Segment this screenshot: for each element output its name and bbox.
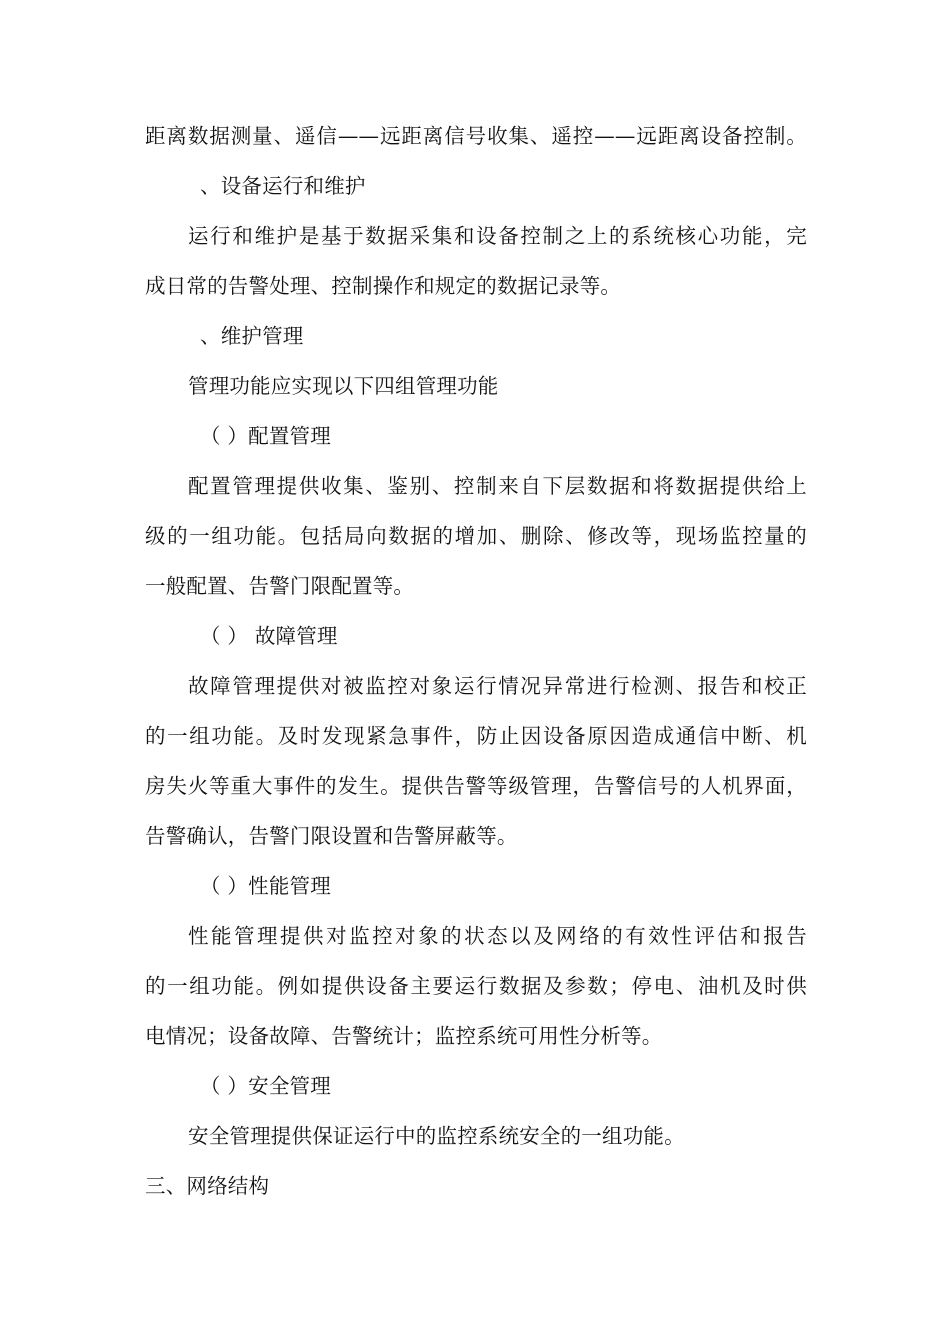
paragraph-line: 成日常的告警处理、控制操作和规定的数据记录等。 [145, 274, 622, 298]
section-heading: 、设备运行和维护 [200, 174, 366, 198]
paragraph-line: 告警确认，告警门限设置和告警屏蔽等。 [145, 824, 518, 848]
paragraph-line: 性能管理提供对监控对象的状态以及网络的有效性评估和报告 [188, 924, 807, 948]
chapter-heading: 三、网络结构 [145, 1174, 270, 1198]
subsection-heading: （ ）性能管理 [200, 874, 331, 898]
paragraph-line: 故障管理提供对被监控对象运行情况异常进行检测、报告和校正 [188, 674, 807, 698]
section-heading: 、维护管理 [200, 324, 304, 348]
subsection-heading: （ ）配置管理 [200, 424, 331, 448]
paragraph-line: 的一组功能。及时发现紧急事件，防止因设备原因造成通信中断、机 [145, 724, 807, 748]
paragraph-line: 的一组功能。例如提供设备主要运行数据及参数；停电、油机及时供 [145, 974, 807, 998]
paragraph-line: 距离数据测量、遥信——远距离信号收集、遥控——远距离设备控制。 [145, 124, 807, 148]
subsection-heading: （ ）安全管理 [200, 1074, 331, 1098]
paragraph-line: 级的一组功能。包括局向数据的增加、删除、修改等，现场监控量的 [145, 524, 807, 548]
subsection-heading: （ ） 故障管理 [200, 624, 338, 648]
paragraph-line: 管理功能应实现以下四组管理功能 [188, 374, 499, 398]
paragraph-line: 配置管理提供收集、鉴别、控制来自下层数据和将数据提供给上 [188, 474, 807, 498]
paragraph-line: 运行和维护是基于数据采集和设备控制之上的系统核心功能，完 [188, 224, 807, 248]
paragraph-line: 房失火等重大事件的发生。提供告警等级管理，告警信号的人机界面， [145, 774, 807, 798]
paragraph-line: 一般配置、告警门限配置等。 [145, 574, 415, 598]
paragraph-line: 安全管理提供保证运行中的监控系统安全的一组功能。 [188, 1124, 685, 1148]
paragraph-line: 电情况；设备故障、告警统计；监控系统可用性分析等。 [145, 1024, 663, 1048]
